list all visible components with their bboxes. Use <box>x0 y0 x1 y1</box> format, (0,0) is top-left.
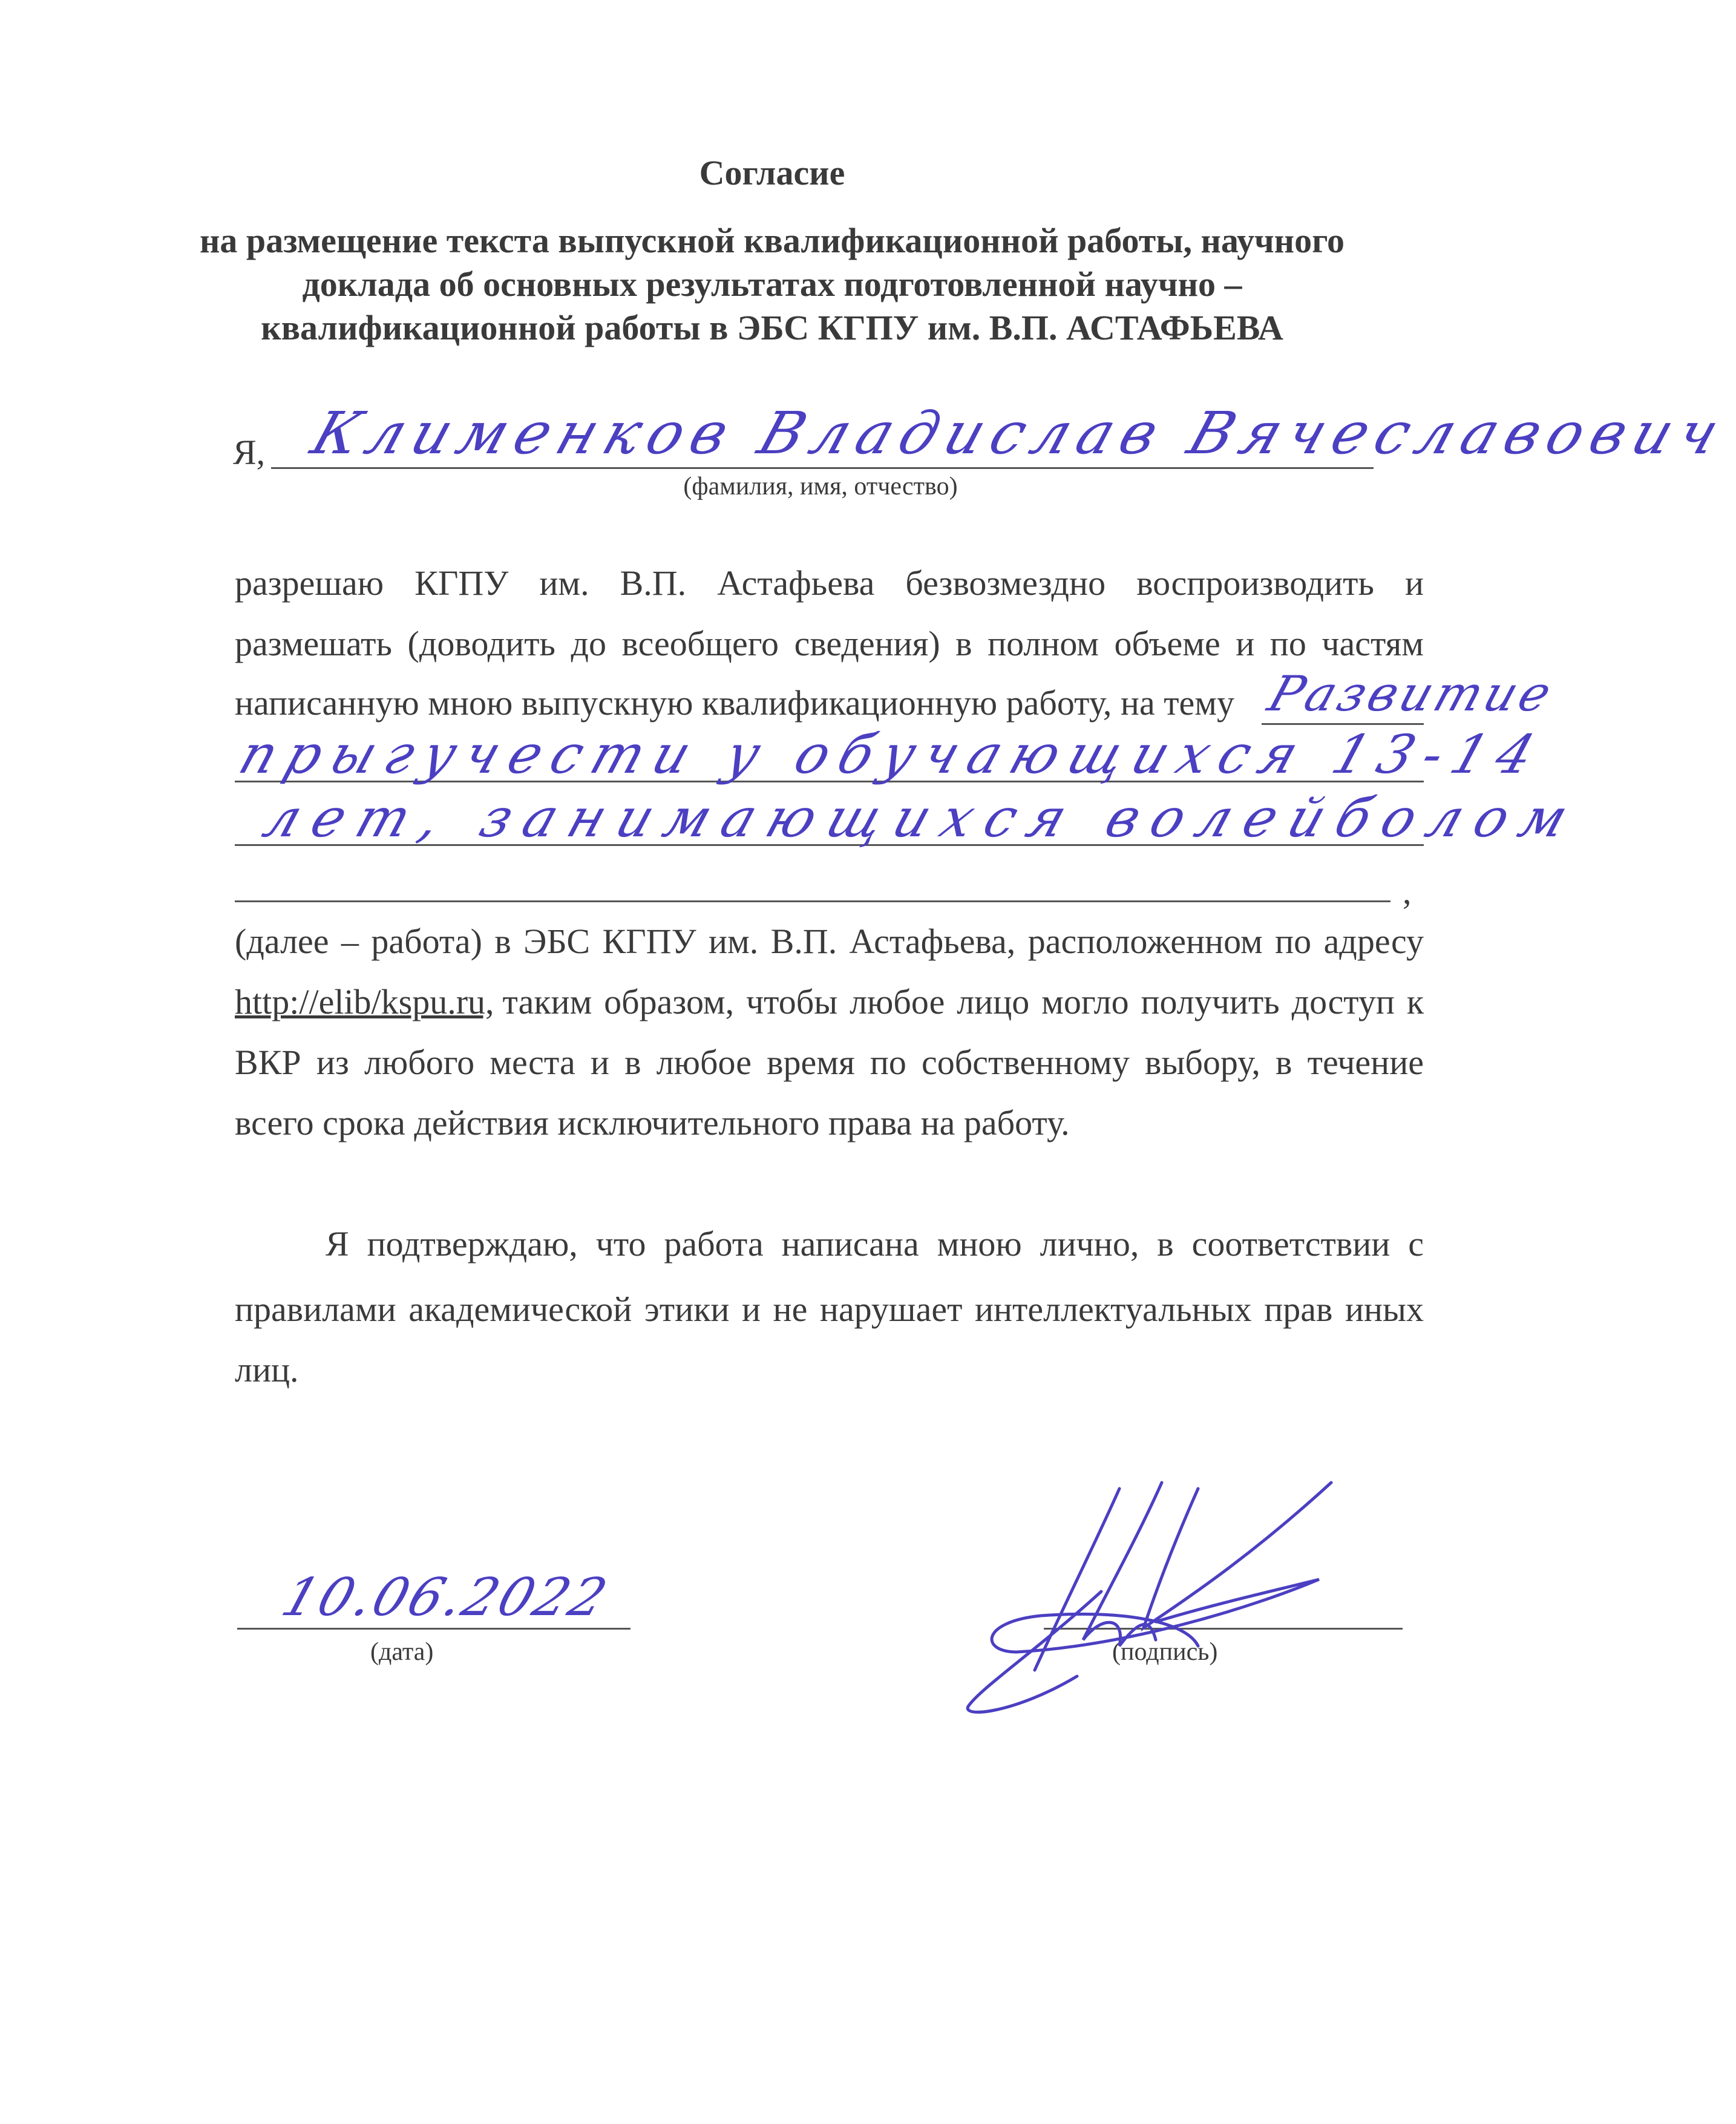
subtitle-line: квалификационной работы в ЭБС КГПУ им. В.П. АСТАФЬЕВА <box>261 308 1283 347</box>
paragraph-line: правилами академической этики и не нарушает интеллектуальных прав иных <box>235 1290 1424 1329</box>
paragraph-line: размешать (доводить до всеобщего сведения) в полном объеме и по частям <box>235 624 1424 663</box>
handwritten-topic: Развитие <box>1261 666 1562 722</box>
elib-link[interactable]: http://elib/kspu.ru, <box>235 982 494 1021</box>
handwritten-topic: лет, занимающихся волейболом <box>256 787 1589 849</box>
topic-end-comma: , <box>1403 872 1412 911</box>
paragraph-line: лиц. <box>235 1350 299 1389</box>
handwritten-name: Клименков Владислав Вячеславович <box>303 399 1736 467</box>
subtitle-line: на размещение текста выпускной квалификационной работы, научного <box>200 221 1345 260</box>
topic-underline <box>235 900 1390 902</box>
date-caption: (дата) <box>370 1638 434 1666</box>
paragraph-line: Я подтверждаю, что работа написана мною лично, в соответствии с <box>326 1224 1424 1264</box>
paragraph-line: разрешаю КГПУ им. В.П. Астафьева безвозмездно воспроизводить и <box>235 563 1424 603</box>
document-title: Согласие <box>699 153 845 192</box>
paragraph-line: ВКР из любого места и в любое время по собственному выбору, в течение <box>235 1043 1424 1082</box>
name-caption: (фамилия, имя, отчество) <box>683 473 958 500</box>
paragraph-line: (далее – работа) в ЭБС КГПУ им. В.П. Астафьева, расположенном по адресу <box>235 922 1424 961</box>
paragraph-text: таким образом, чтобы любое лицо могло получить доступ к <box>502 982 1424 1021</box>
handwritten-date: 10.06.2022 <box>274 1567 617 1628</box>
name-underline <box>271 467 1374 469</box>
paragraph-line: всего срока действия исключительного права на работу. <box>235 1103 1070 1142</box>
date-underline <box>237 1628 631 1630</box>
signature-caption: (подпись) <box>1112 1638 1218 1666</box>
subtitle-line: доклада об основных результатах подготовленной научно – <box>302 264 1242 304</box>
name-prefix: Я, <box>233 433 266 472</box>
signature-image <box>944 1470 1380 1725</box>
paragraph-line <box>235 982 1424 1022</box>
handwritten-topic: прыгучести у обучающихся 13-14 <box>232 723 1553 785</box>
paragraph-line: написанную мною выпускную квалификационную работу, на тему <box>235 683 1234 723</box>
